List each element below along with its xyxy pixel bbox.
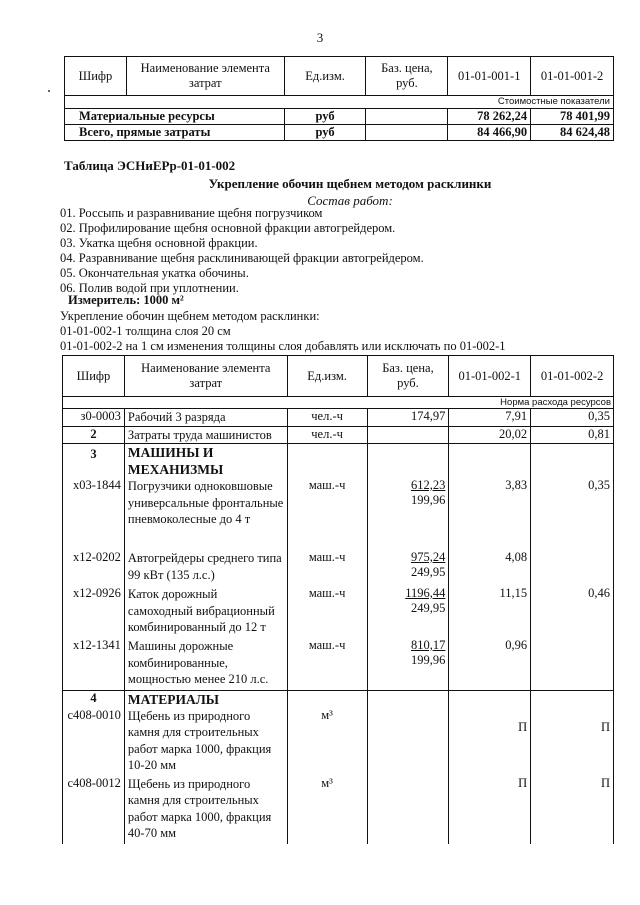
work-item: 03. Укатка щебня основной фракции. (60, 236, 258, 250)
row-value-2: П (531, 708, 614, 776)
row-price: 975,24 (411, 550, 446, 564)
row-name: Щебень из природного камня для строительных работ марка 1000, фракция 40-70 мм (124, 776, 287, 844)
section-row-machines (63, 444, 614, 479)
row-unit: руб (284, 109, 366, 125)
header-col2: 01-01-001-2 (531, 57, 614, 96)
row-price (366, 109, 448, 125)
section-title: МАТЕРИАЛЫ (124, 690, 287, 708)
row-value-1: П (449, 776, 531, 844)
table-row (65, 109, 614, 125)
row-name: Автогрейдеры среднего типа 99 кВт (135 л.с.) (124, 550, 287, 586)
row-value-2: 78 401,99 (531, 109, 614, 125)
row-name: Рабочий 3 разряда (124, 409, 287, 427)
work-item: 05. Окончательная укатка обочины. (60, 266, 249, 280)
row-value-1: П (449, 708, 531, 776)
row-name: Затраты труда машинистов (124, 426, 287, 444)
row-value-1: 11,15 (449, 586, 531, 638)
row-value-2 (531, 638, 614, 690)
header-price: Баз. цена, руб. (367, 356, 449, 397)
measure-unit: Измеритель: 1000 м² (68, 293, 184, 307)
row-code: х12-0926 (63, 586, 125, 638)
header-name: Наименование элемента затрат (124, 356, 287, 397)
row-name: Щебень из природного камня для строительных работ марка 1000, фракция 10-20 мм (124, 708, 287, 776)
row-unit: м³ (287, 776, 367, 844)
table-row (63, 708, 614, 776)
row-code: 2 (63, 426, 125, 444)
row-price (367, 708, 449, 776)
scan-speck (48, 90, 50, 92)
table-row (63, 776, 614, 844)
work-item: 06. Полив водой при уплотнении. (60, 281, 239, 295)
row-value-2: П (531, 776, 614, 844)
row-name: Погрузчики одноковшовые универсальные фронтальные пневмоколесные до 4 т (124, 478, 287, 550)
row-value-1: 20,02 (449, 426, 531, 444)
row-price-secondary: 249,95 (411, 565, 446, 579)
page-number: 3 (316, 30, 324, 45)
header-col1: 01-01-001-1 (448, 57, 531, 96)
table-row (65, 125, 614, 141)
header-unit: Ед.изм. (287, 356, 367, 397)
row-value-1: 84 466,90 (448, 125, 531, 141)
row-name: Машины дорожные комбинированные, мощностью менее 210 л.с. (124, 638, 287, 690)
row-unit: маш.-ч (287, 478, 367, 550)
table-row (63, 409, 614, 427)
table-row (63, 586, 614, 638)
row-price (366, 125, 448, 141)
header-code: Шифр (65, 57, 127, 96)
cost-indicators-table (64, 56, 614, 141)
row-value-2: 0,81 (531, 426, 614, 444)
header-col2: 01-01-002-2 (531, 356, 614, 397)
row-code: с408-0010 (63, 708, 125, 776)
table-row (63, 550, 614, 586)
resource-norms-table (62, 355, 614, 844)
row-value-2: 0,46 (531, 586, 614, 638)
row-unit: чел.-ч (287, 426, 367, 444)
row-unit: маш.-ч (287, 550, 367, 586)
row-unit: маш.-ч (287, 586, 367, 638)
row-price (367, 426, 449, 444)
header-col1: 01-01-002-1 (449, 356, 531, 397)
work-item: 04. Разравнивание щебня расклинивающей фракции автогрейдером. (60, 251, 424, 265)
row-code: с408-0012 (63, 776, 125, 844)
table-caption: Таблица ЭСНиЕРр-01-01-002 (64, 158, 236, 173)
row-price (367, 776, 449, 844)
subheader-cost: Стоимостные показатели (65, 96, 614, 109)
works-label: Состав работ: (307, 193, 393, 208)
section-title: Укрепление обочин щебнем методом расклинки (208, 176, 492, 191)
header-code: Шифр (63, 356, 125, 397)
header-unit: Ед.изм. (284, 57, 366, 96)
description-line: 01-01-002-1 толщина слоя 20 см (60, 324, 231, 338)
row-price-secondary: 249,95 (411, 601, 446, 615)
row-code: х03-1844 (63, 478, 125, 550)
row-unit: руб (284, 125, 366, 141)
description-line: Укрепление обочин щебнем методом расклинки: (60, 309, 320, 323)
row-value-2: 0,35 (531, 409, 614, 427)
row-value-2: 84 624,48 (531, 125, 614, 141)
row-value-1: 78 262,24 (448, 109, 531, 125)
table-row (63, 638, 614, 690)
row-value-1: 0,96 (449, 638, 531, 690)
subheader-norms: Норма расхода ресурсов (63, 397, 614, 409)
row-price-secondary: 199,96 (411, 653, 446, 667)
header-price: Баз. цена, руб. (366, 57, 448, 96)
work-item: 01. Россыпь и разравнивание щебня погрузчиком (60, 206, 323, 220)
row-code: з0-0003 (63, 409, 125, 427)
row-value-2: 0,35 (531, 478, 614, 550)
row-value-1: 7,91 (449, 409, 531, 427)
row-unit: м³ (287, 708, 367, 776)
row-price: 612,23 (411, 478, 446, 492)
row-price-secondary: 199,96 (411, 493, 446, 507)
row-price: 810,17 (411, 638, 446, 652)
row-code: х12-1341 (63, 638, 125, 690)
description (60, 309, 506, 354)
section-number: 3 (63, 444, 125, 479)
row-value-2 (531, 550, 614, 586)
section-title: МАШИНЫ И МЕХАНИЗМЫ (124, 444, 287, 479)
row-name: Всего, прямые затраты (65, 125, 285, 141)
section-row-materials (63, 690, 614, 708)
row-unit: чел.-ч (287, 409, 367, 427)
table-row (63, 426, 614, 444)
row-code: х12-0202 (63, 550, 125, 586)
header-name: Наименование элемента затрат (126, 57, 284, 96)
works-list (60, 206, 424, 296)
row-unit: маш.-ч (287, 638, 367, 690)
row-name: Каток дорожный самоходный вибрационный комбинированный до 12 т (124, 586, 287, 638)
section-number: 4 (63, 690, 125, 708)
row-name: Материальные ресурсы (65, 109, 285, 125)
work-item: 02. Профилирование щебня основной фракции автогрейдером. (60, 221, 396, 235)
table-row (63, 478, 614, 550)
row-value-1: 3,83 (449, 478, 531, 550)
description-line: 01-01-002-2 на 1 см изменения толщины слоя добавлять или исключать по 01-002-1 (60, 339, 506, 353)
row-price: 174,97 (367, 409, 449, 427)
row-value-1: 4,08 (449, 550, 531, 586)
row-price: 1196,44 (405, 586, 446, 600)
